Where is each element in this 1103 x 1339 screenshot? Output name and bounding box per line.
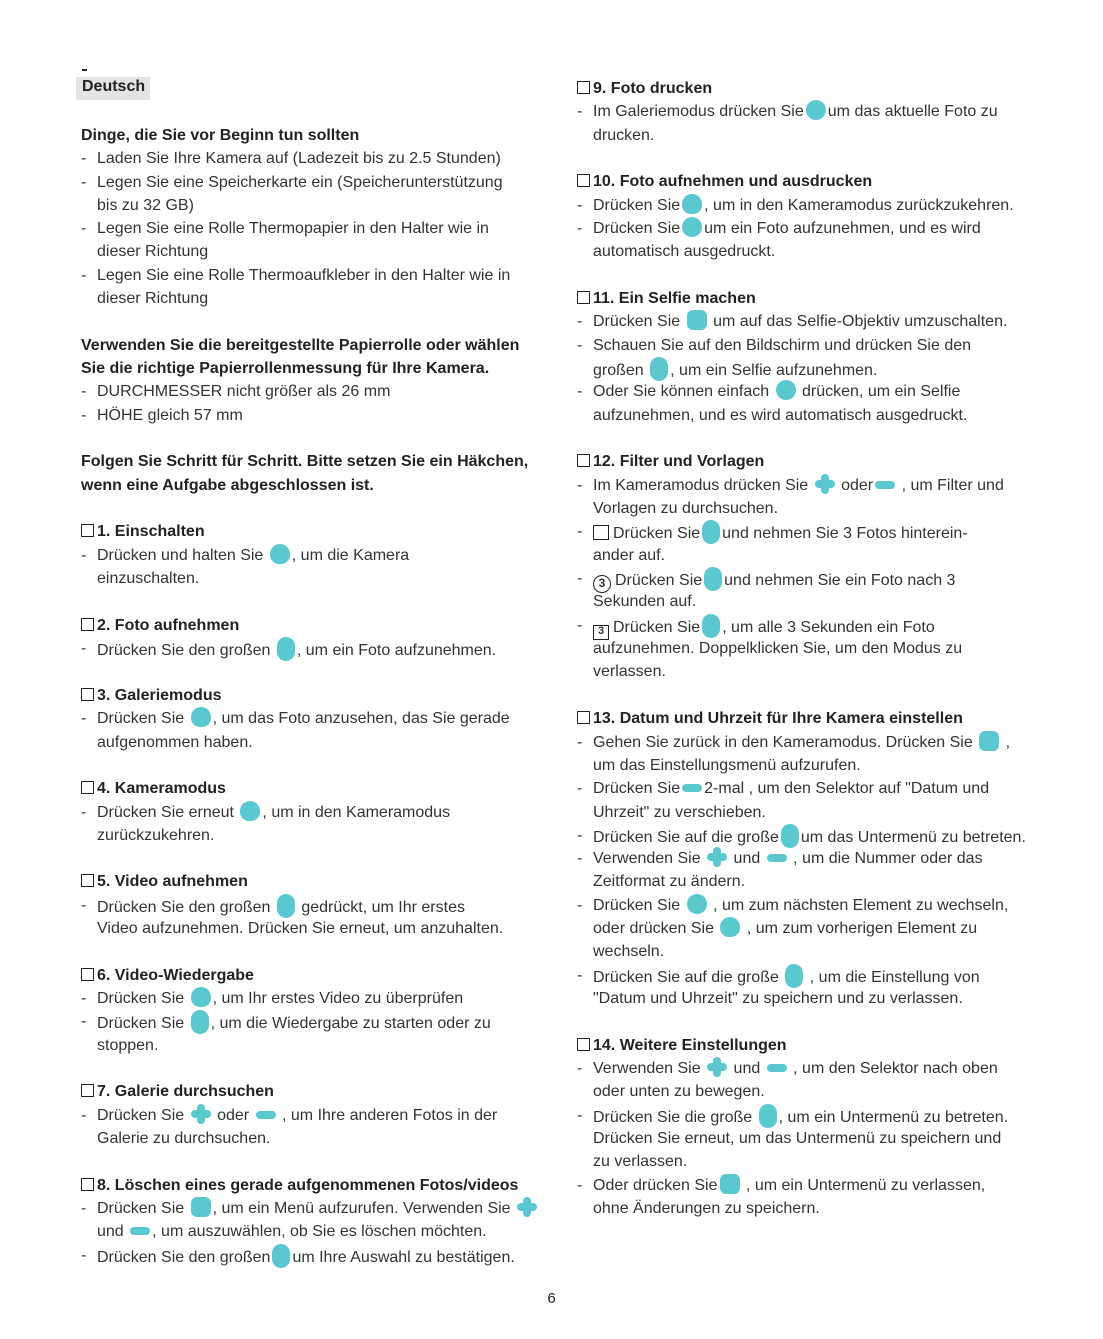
list-item: - Oder drücken Sie , um ein Untermenü zu verlassen, <box>577 1174 1057 1197</box>
step-8-title: 8. Löschen eines gerade aufgenommenen Fotos/videos <box>81 1174 561 1197</box>
shutter-button-icon <box>191 1010 209 1034</box>
checkbox-icon <box>577 174 590 187</box>
dpad-up-icon <box>707 1057 727 1077</box>
selfie-button-icon <box>687 310 707 330</box>
gallery-button-icon <box>191 707 211 727</box>
list-item: - Drücken Sie um ein Foto aufzunehmen, und es wird <box>577 217 1057 240</box>
shutter-button-icon <box>277 894 295 918</box>
list-item: - Drücken Sie , um ein Menü aufzurufen. Verwenden Sie <box>81 1197 561 1220</box>
list-item-cont: "Datum und Uhrzeit" zu speichern und zu verlassen. <box>593 990 963 1007</box>
list-item-cont: Uhrzeit" zu verschieben. <box>593 804 766 821</box>
list-item-cont: und , um auszuwählen, ob Sie es löschen möchten. <box>97 1223 487 1240</box>
step-7-title: 7. Galerie durchsuchen <box>81 1080 561 1103</box>
dpad-up-icon <box>517 1197 537 1217</box>
checkbox-icon <box>81 781 94 794</box>
shutter-button-icon <box>781 824 799 848</box>
list-item-cont: aufzunehmen, und es wird automatisch ausgedruckt. <box>593 407 968 424</box>
list-item: - Drücken Sie den großen gedrückt, um Ihr erstes <box>81 894 561 919</box>
list-item-cont: Drücken Sie erneut, um das Untermenü zu speichern und <box>593 1130 1002 1147</box>
list-item: - Drücken Sie den großen , um ein Foto aufzunehmen. <box>81 637 561 662</box>
list-item: - Drücken und halten Sie , um die Kamera <box>81 544 561 567</box>
gallery-button-icon <box>720 917 740 937</box>
dpad-down-icon <box>767 854 787 862</box>
list-item-cont: ohne Änderungen zu speichern. <box>593 1200 820 1217</box>
paper-title: Verwenden Sie die bereitgestellte Papierrolle oder wählen <box>81 337 520 354</box>
print-button-icon <box>687 894 707 914</box>
steps-title-2: wenn eine Aufgabe abgeschlossen ist. <box>81 477 374 494</box>
menu-button-icon <box>191 1197 211 1217</box>
list-item: - Oder Sie können einfach drücken, um ein Selfie <box>577 380 1057 403</box>
print-button-icon <box>776 380 796 400</box>
interval-mode-icon: 3 <box>593 625 609 640</box>
list-item-cont: dieser Richtung <box>97 243 209 260</box>
steps-title: Folgen Sie Schritt für Schritt. Bitte setzen Sie ein Häkchen, <box>81 453 529 470</box>
list-item-cont: aufgenommen haben. <box>97 734 253 751</box>
list-item-cont: aufzunehmen. Doppelklicken Sie, um den Modus zu <box>593 640 963 657</box>
step-12-title: 12. Filter und Vorlagen <box>577 450 1057 473</box>
dpad-up-icon <box>191 1104 211 1124</box>
list-item-cont: verlassen. <box>593 663 666 680</box>
gallery-button-icon <box>191 987 211 1007</box>
list-item: - Drücken Sie auf die große , um die Einstellung von <box>577 964 1057 989</box>
list-item-cont: einzuschalten. <box>97 570 200 587</box>
list-item-cont: Sekunden auf. <box>593 593 697 610</box>
list-item: - Drücken Sie , um zum nächsten Element zu wechseln, <box>577 894 1057 917</box>
dpad-down-icon <box>682 784 702 792</box>
dpad-up-icon <box>707 847 727 867</box>
step-11-title: 11. Ein Selfie machen <box>577 287 1057 310</box>
step-5-title: 5. Video aufnehmen <box>81 870 561 893</box>
step-10-title: 10. Foto aufnehmen und ausdrucken <box>577 170 1057 193</box>
checkbox-icon <box>81 968 94 981</box>
checkbox-icon <box>81 688 94 701</box>
list-item: - Drücken Sie und nehmen Sie 3 Fotos hinterein- <box>577 520 1057 545</box>
step-3-title: 3. Galeriemodus <box>81 684 561 707</box>
list-item-cont: wechseln. <box>593 943 665 960</box>
list-item: - Im Kameramodus drücken Sie oder , um Filter und <box>577 474 1057 497</box>
before-title: Dinge, die Sie vor Beginn tun sollten <box>81 127 360 144</box>
step-9-title: 9. Foto drucken <box>577 77 1057 100</box>
step-4-title: 4. Kameramodus <box>81 777 561 800</box>
list-item-cont: Video aufzunehmen. Drücken Sie erneut, um anzuhalten. <box>97 920 504 937</box>
list-item: - Drücken Sie , um Ihr erstes Video zu überprüfen <box>81 987 561 1010</box>
checkbox-icon <box>81 1084 94 1097</box>
list-item: - Verwenden Sie und , um die Nummer oder das <box>577 847 1057 870</box>
dpad-up-icon <box>815 474 835 494</box>
step-6-title: 6. Video-Wiedergabe <box>81 964 561 987</box>
list-item: - Laden Sie Ihre Kamera auf (Ladezeit bis zu 2.5 Stunden) <box>81 150 501 167</box>
dash-mark <box>82 69 87 71</box>
list-item-cont: zurückzukehren. <box>97 827 215 844</box>
checkbox-icon <box>577 711 590 724</box>
list-item: - Legen Sie eine Rolle Thermoaufkleber in den Halter wie in <box>81 267 511 284</box>
shutter-button-icon <box>277 637 295 661</box>
checkbox-icon <box>81 874 94 887</box>
list-item: - Drücken Sie um auf das Selfie-Objektiv umzuschalten. <box>577 310 1057 333</box>
timer-mode-icon: 3 <box>593 575 611 593</box>
list-item: - Drücken Sie , um in den Kameramodus zurückzukehren. <box>577 194 1057 217</box>
list-item-cont: automatisch ausgedruckt. <box>593 243 776 260</box>
list-item-cont: Zeitformat zu ändern. <box>593 873 746 890</box>
burst-mode-icon <box>593 525 609 540</box>
checkbox-icon <box>577 81 590 94</box>
list-item: - Drücken Sie , um die Wiedergabe zu starten oder zu <box>81 1010 561 1035</box>
power-button-icon <box>270 544 290 564</box>
menu-button-icon <box>979 731 999 751</box>
list-item-cont: dieser Richtung <box>97 290 209 307</box>
step-13-title: 13. Datum und Uhrzeit für Ihre Kamera einstellen <box>577 707 1057 730</box>
step-2-title: 2. Foto aufnehmen <box>81 614 561 637</box>
language-badge <box>76 77 150 100</box>
list-item-cont: Vorlagen zu durchsuchen. <box>593 500 779 517</box>
list-item: - Drücken Sie erneut , um in den Kameramodus <box>81 801 561 824</box>
print-button-icon <box>682 217 702 237</box>
list-item: - Schauen Sie auf den Bildschirm und drücken Sie den <box>577 337 972 354</box>
list-item-cont: oder drücken Sie , um zum vorherigen Element zu <box>577 917 1057 940</box>
list-item: - Drücken Sie oder , um Ihre anderen Fotos in der <box>81 1104 561 1127</box>
list-item: - 3 Drücken Sie , um alle 3 Sekunden ein Foto <box>577 614 1057 640</box>
print-button-icon <box>806 100 826 120</box>
checkbox-icon <box>577 1038 590 1051</box>
checkbox-icon <box>81 618 94 631</box>
shutter-button-icon <box>759 1104 777 1128</box>
list-item-cont: stoppen. <box>97 1037 159 1054</box>
list-item-cont: zu verlassen. <box>593 1153 688 1170</box>
checkbox-icon <box>577 454 590 467</box>
list-item: - Gehen Sie zurück in den Kameramodus. Drücken Sie , <box>577 731 1057 754</box>
list-item-cont: bis zu 32 GB) <box>97 197 194 214</box>
list-item-cont: um das Einstellungsmenü aufzurufen. <box>593 757 861 774</box>
list-item: - Legen Sie eine Rolle Thermopapier in den Halter wie in <box>81 220 489 237</box>
menu-button-icon <box>720 1174 740 1194</box>
list-item-cont: großen , um ein Selfie aufzunehmen. <box>577 357 1057 382</box>
list-item: - Drücken Sie auf die große um das Untermenü zu betreten. <box>577 824 1057 849</box>
list-item: - DURCHMESSER nicht größer als 26 mm <box>81 383 391 400</box>
checkbox-icon <box>81 1178 94 1191</box>
list-item: - Drücken Sie 2-mal , um den Selektor auf "Datum und <box>577 780 990 797</box>
step-1-title: 1. Einschalten <box>81 520 561 543</box>
list-item: - Legen Sie eine Speicherkarte ein (Speicherunterstützung <box>81 174 503 191</box>
shutter-button-icon <box>702 614 720 638</box>
dpad-down-icon <box>130 1227 150 1235</box>
dpad-down-icon <box>767 1064 787 1072</box>
shutter-button-icon <box>704 567 722 591</box>
shutter-button-icon <box>702 520 720 544</box>
list-item-cont: drucken. <box>593 127 655 144</box>
list-item: - HÖHE gleich 57 mm <box>81 407 243 424</box>
checkbox-icon <box>577 291 590 304</box>
shutter-button-icon <box>650 357 668 381</box>
shutter-button-icon <box>785 964 803 988</box>
gallery-button-icon <box>240 801 260 821</box>
paper-title-2: Sie die richtige Papierrollenmessung für Ihre Kamera. <box>81 360 490 377</box>
page-number: 6 <box>547 1290 556 1307</box>
list-item: - Drücken Sie den großen um Ihre Auswahl zu bestätigen. <box>81 1244 561 1269</box>
step-14-title: 14. Weitere Einstellungen <box>577 1034 1057 1057</box>
dpad-down-icon <box>875 481 895 489</box>
list-item: - 3 Drücken Sie und nehmen Sie ein Foto nach 3 <box>577 567 1057 593</box>
checkbox-icon <box>81 524 94 537</box>
list-item-cont: ander auf. <box>593 547 666 564</box>
list-item: - Drücken Sie , um das Foto anzusehen, das Sie gerade <box>81 707 561 730</box>
list-item-cont: Galerie zu durchsuchen. <box>97 1130 271 1147</box>
list-item: - Im Galeriemodus drücken Sie um das aktuelle Foto zu <box>577 100 1057 123</box>
dpad-down-icon <box>256 1111 276 1119</box>
language-label: Deutsch <box>82 78 146 95</box>
gallery-button-icon <box>682 194 702 214</box>
list-item-cont: oder unten zu bewegen. <box>593 1083 765 1100</box>
list-item: - Verwenden Sie und , um den Selektor nach oben <box>577 1057 1057 1080</box>
shutter-button-icon <box>272 1244 290 1268</box>
list-item: - Drücken Sie die große , um ein Untermenü zu betreten. <box>577 1104 1057 1129</box>
